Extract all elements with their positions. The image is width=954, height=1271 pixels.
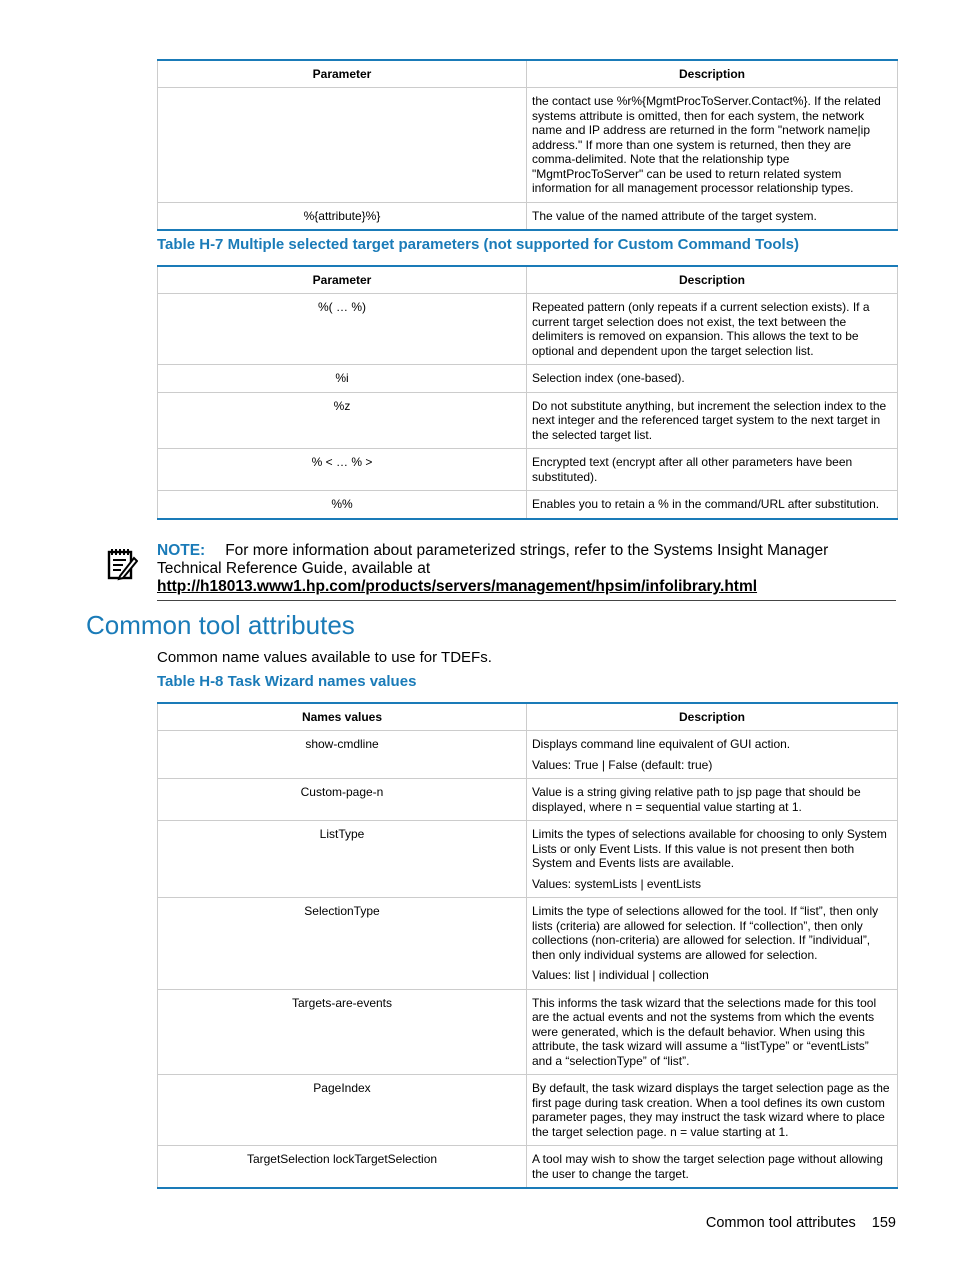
- table-h7-caption: Table H-7 Multiple selected target parameters (not supported for Custom Command Tools): [157, 236, 800, 253]
- description-text: the contact use %r%{MgmtProcToServer.Contact%}. If the related systems attribute is omitted, then for each system, the network name and IP address are returned in the form "network name|ip address." If more than one system is returned, then they are comma-delimited. Note that the relationship type "MgmtProcToServer" can be used to return related system information for all management processor relationship types.: [532, 94, 881, 195]
- description-cell: [527, 88, 898, 203]
- table-row: [158, 392, 898, 449]
- table-row: [158, 898, 898, 990]
- description-cell: [527, 449, 898, 491]
- names-value-cell: SelectionType: [158, 898, 527, 990]
- column-header-names-values: Names values: [158, 703, 527, 731]
- parameter-cell: % < … % >: [158, 449, 527, 491]
- table-row: [158, 1146, 898, 1189]
- note-text: [157, 542, 896, 596]
- description-values: Values: list | individual | collection: [532, 968, 709, 982]
- note-label: NOTE:: [157, 542, 206, 559]
- description-values: Values: systemLists | eventLists: [532, 876, 701, 891]
- note-body: For more information about parameterized strings, refer to the Systems Insight Manager Technical Reference Guide, available at: [157, 542, 829, 577]
- table-row: [158, 88, 898, 203]
- description-cell: [527, 821, 898, 898]
- column-header-description: Description: [527, 703, 898, 731]
- table-row: [158, 449, 898, 491]
- names-value-cell: ListType: [158, 821, 527, 898]
- column-header-description: Description: [527, 266, 898, 294]
- parameter-cell: %%: [158, 491, 527, 519]
- table-row: [158, 365, 898, 393]
- description-cell: [527, 294, 898, 365]
- description-text: Repeated pattern (only repeats if a current selection exists). If a current target selection does not exist, the text between the delimiters is removed on expansion. This allows the text to be optional and dependent upon the target selection list.: [532, 300, 870, 358]
- parameter-cell: %{attribute}%}: [158, 202, 527, 230]
- table-row: [158, 731, 898, 779]
- table-row: [158, 491, 898, 519]
- names-value-cell: Custom-page-n: [158, 779, 527, 821]
- table-h8: [157, 702, 898, 1189]
- table-row: [158, 1075, 898, 1146]
- description-cell: [527, 202, 898, 230]
- table-row: [158, 989, 898, 1075]
- table-header-row: [158, 266, 898, 294]
- parameter-cell: %z: [158, 392, 527, 449]
- description-values: Values: True | False (default: true): [532, 757, 713, 772]
- table-row: [158, 294, 898, 365]
- names-value-cell: PageIndex: [158, 1075, 527, 1146]
- description-cell: [527, 1075, 898, 1146]
- description-cell: [527, 779, 898, 821]
- names-value-cell: TargetSelection lockTargetSelection: [158, 1146, 527, 1189]
- table-h7: [157, 265, 898, 520]
- description-cell: [527, 365, 898, 393]
- description-cell: [527, 392, 898, 449]
- note-icon: [106, 546, 138, 582]
- description-text: Do not substitute anything, but increment the selection index to the next integer and the referenced target system to the next target in the selected target list.: [532, 398, 887, 442]
- footer-section-title: Common tool attributes: [705, 1215, 856, 1231]
- parameter-cell: %( … %): [158, 294, 527, 365]
- column-header-description: Description: [527, 60, 898, 88]
- description-cell: [527, 989, 898, 1075]
- table-row: [158, 779, 898, 821]
- description-text: Displays command line equivalent of GUI action.: [532, 737, 791, 751]
- description-text: Limits the types of selections available for choosing to only System Lists or only Event Lists. If this value is not present then both System and Events lists are available.: [532, 827, 887, 870]
- description-cell: [527, 731, 898, 779]
- page-number: 159: [871, 1215, 896, 1231]
- table-header-row: [158, 703, 898, 731]
- description-text: Limits the type of selections allowed for the tool. If “list”, then only lists (criteria) are allowed for selection. If “collection”, then only collections (non-criteria) are allowed for selection. If ”individual”, then only individual systems are allowed for selection.: [532, 904, 879, 962]
- description-text: Selection index (one-based).: [532, 371, 685, 385]
- description-cell: [527, 491, 898, 519]
- section-heading: Common tool attributes: [86, 610, 355, 640]
- parameters-table-continued: [157, 59, 898, 231]
- table-h8-caption: Table H-8 Task Wizard names values: [157, 673, 417, 690]
- description-text: Enables you to retain a % in the command/URL after substitution.: [532, 497, 880, 511]
- names-value-cell: Targets-are-events: [158, 989, 527, 1075]
- description-text: This informs the task wizard that the selections made for this tool are the actual events and not the systems from which the events were generated, which is the default behavior. When using this attribute, the task wizard will assume a “listType” or “eventLists” and a “selectionType” of “list”.: [532, 995, 877, 1068]
- column-header-parameter: Parameter: [158, 266, 527, 294]
- description-text: Value is a string giving relative path to jsp page that should be displayed, where n = sequential value starting at 1.: [532, 785, 861, 814]
- table-header-row: [158, 60, 898, 88]
- table-row: [158, 202, 898, 230]
- page-footer: [706, 1215, 896, 1231]
- section-intro: Common name values available to use for TDEFs.: [157, 649, 492, 666]
- note-divider: [157, 600, 896, 601]
- names-value-cell: show-cmdline: [158, 731, 527, 779]
- column-header-parameter: Parameter: [158, 60, 527, 88]
- infolibrary-link[interactable]: http://h18013.www1.hp.com/products/servers/management/hpsim/infolibrary.html: [157, 578, 758, 595]
- description-text: The value of the named attribute of the target system.: [532, 208, 817, 223]
- description-cell: [527, 1146, 898, 1189]
- table-row: [158, 821, 898, 898]
- description-cell: [527, 898, 898, 990]
- description-text: Encrypted text (encrypt after all other parameters have been substituted).: [532, 455, 853, 484]
- parameter-cell: [158, 88, 527, 203]
- description-text: By default, the task wizard displays the target selection page as the first page during task creation. When a tool defines its own custom parameter pages, they may instruct the task wizard where to place the target selection page. n = value starting at 1.: [532, 1081, 890, 1139]
- parameter-cell: %i: [158, 365, 527, 393]
- description-text: A tool may wish to show the target selection page without allowing the user to change the target.: [532, 1152, 883, 1181]
